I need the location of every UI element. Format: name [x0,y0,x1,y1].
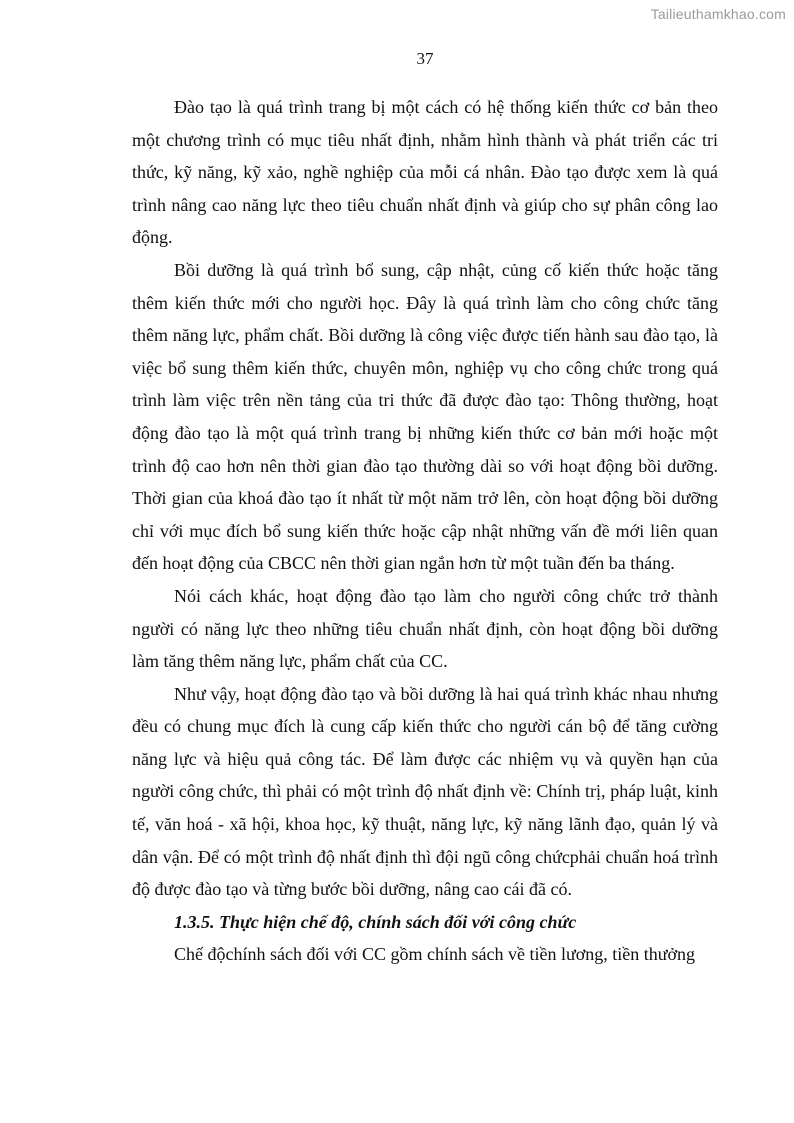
paragraph-conclusion: Như vậy, hoạt động đào tạo và bồi dưỡng là hai quá trình khác nhau nhưng đều có chung mục đích là cung cấp kiến thức cho người cán bộ để tăng cường năng lực và hiệu quả công tác. Để làm được các nhiệm vụ và quyền hạn của người công chức, thì phải có một trình độ nhất định về: Chính trị, pháp luật, kinh tế, văn hoá - xã hội, khoa học, kỹ thuật, năng lực, kỹ năng lãnh đạo, quản lý và dân vận. Để có một trình độ nhất định thì đội ngũ công chứcphải chuẩn hoá trình độ được đào tạo và từng bước bồi dưỡng, nâng cao cái đã có. [132,683,718,900]
section-heading: 1.3.5. Thực hiện chế độ, chính sách đối với công chức [174,911,577,932]
paragraph-policy: Chế độchính sách đối với CC gồm chính sách về tiền lương, tiền thưởng [174,944,695,965]
paragraph-retraining-definition: Bồi dưỡng là quá trình bổ sung, cập nhật, củng cố kiến thức hoặc tăng thêm kiến thức mới cho người học. Đây là quá trình làm cho công chức tăng thêm năng lực, phẩm chất. Bồi dưỡng là công việc được tiến hành sau đào tạo, là việc bổ sung thêm kiến thức, chuyên môn, nghiệp vụ cho công chức trong quá trình làm việc trên nền tảng của tri thức đã được đào tạo: Thông thường, hoạt động đào tạo là một quá trình trang bị những kiến thức cơ bản mới hoặc một trình độ cao hơn nên thời gian đào tạo thường dài so với hoạt động bồi dưỡng. Thời gian của khoá đào tạo ít nhất từ một năm trở lên, còn hoạt động bồi dưỡng chỉ với mục đích bổ sung kiến thức hoặc cập nhật những vấn đề mới liên quan đến hoạt động của CBCC nên thời gian ngắn hơn từ một tuần đến ba tháng. [132,259,718,574]
paragraph-in-other-words: Nói cách khác, hoạt động đào tạo làm cho người công chức trở thành người có năng lực theo những tiêu chuẩn nhất định, còn hoạt động bồi dưỡng làm tăng thêm năng lực, phẩm chất của CC. [132,585,718,672]
document-body [132,91,718,971]
watermark: Tailieuthamkhao.com [650,6,786,22]
paragraph-training-definition: Đào tạo là quá trình trang bị một cách có hệ thống kiến thức cơ bản theo một chương trình có mục tiêu nhất định, nhằm hình thành và phát triển các tri thức, kỹ năng, kỹ xảo, nghề nghiệp của mỗi cá nhân. Đào tạo được xem là quá trình nâng cao năng lực theo tiêu chuẩn nhất định và giúp cho sự phân công lao động. [132,97,718,248]
page-number: 37 [416,49,434,68]
